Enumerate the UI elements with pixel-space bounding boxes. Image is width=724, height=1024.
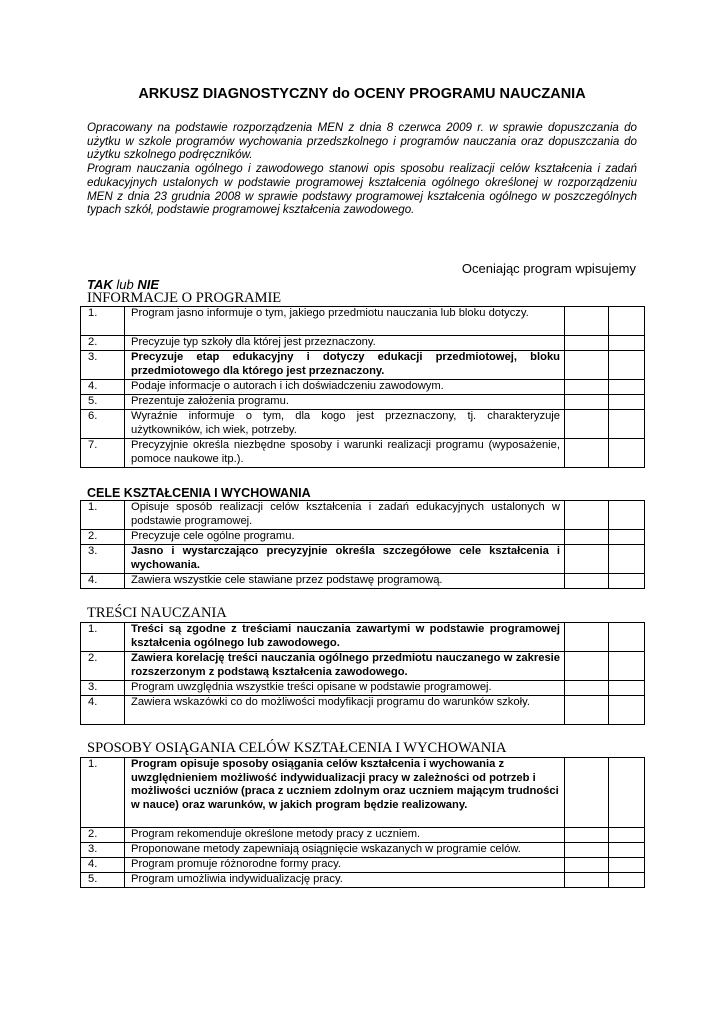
answer-cell-tak[interactable] (565, 351, 609, 380)
answer-cell-nie[interactable] (609, 652, 645, 681)
row-text: Program promuje różnorodne formy pracy. (125, 858, 565, 873)
option-nie: NIE (137, 277, 160, 292)
answer-cell-tak[interactable] (565, 858, 609, 873)
row-text: Precyzuje cele ogólne programu. (125, 530, 565, 545)
table-row (81, 828, 645, 843)
intro-paragraph-1: Opracowany na podstawie rozporządzenia MEN z dnia 8 czerwca 2009 r. w sprawie dopuszczania do użytku w szkole programów wychowania przedszkolnego i programów nauczania oraz dopuszczania do użytku szkolnego podręczników. (87, 121, 637, 162)
row-number: 4. (81, 574, 125, 589)
answer-cell-tak[interactable] (565, 501, 609, 530)
answer-cell-nie[interactable] (609, 530, 645, 545)
row-number: 2. (81, 336, 125, 351)
table-row (81, 545, 645, 574)
answer-cell-tak[interactable] (565, 380, 609, 395)
row-text: Precyzyjnie określa niezbędne sposoby i warunki realizacji programu (wyposażenie, pomoce naukowe itp.). (125, 439, 565, 468)
table-row (81, 439, 645, 468)
table-row (81, 395, 645, 410)
answer-cell-tak[interactable] (565, 828, 609, 843)
row-text: Prezentuje założenia programu. (125, 395, 565, 410)
intro-paragraph-2: Program nauczania ogólnego i zawodowego stanowi opis sposobu realizacji celów kształcenia i zadań edukacyjnych ustalonych w podstawie programowej kształcenia ogólnego określonej w rozporządzeniu MEN z dnia 23 grudnia 2008 w sprawie podstawy programowej kształcenia ogólnego w poszczególnych typach szkół, podstawie programowej kształcenia zawodowego. (87, 162, 637, 217)
row-text: Podaje informacje o autorach i ich doświadczeniu zawodowym. (125, 380, 565, 395)
answer-cell-nie[interactable] (609, 307, 645, 336)
table-row (81, 873, 645, 888)
row-text: Program rekomenduje określone metody pracy z uczniem. (125, 828, 565, 843)
row-number: 7. (81, 439, 125, 468)
row-text: Program uwzględnia wszystkie treści opisane w podstawie programowej. (125, 681, 565, 696)
answer-cell-nie[interactable] (609, 336, 645, 351)
row-text: Treści są zgodne z treściami nauczania zawartymi w podstawie programowej kształcenia ogólnego lub zawodowego. (125, 623, 565, 652)
answer-cell-tak[interactable] (565, 652, 609, 681)
table-tresci (80, 622, 645, 725)
answer-cell-tak[interactable] (565, 623, 609, 652)
row-number: 4. (81, 858, 125, 873)
row-number: 3. (81, 545, 125, 574)
answer-cell-tak[interactable] (565, 758, 609, 828)
row-text: Program jasno informuje o tym, jakiego przedmiotu nauczania lub bloku dotyczy. (125, 307, 565, 336)
answer-cell-tak[interactable] (565, 530, 609, 545)
row-text: Zawiera wskazówki co do możliwości modyfikacji programu do warunków szkoły. (125, 696, 565, 725)
row-text: Zawiera wszystkie cele stawiane przez podstawę programową. (125, 574, 565, 589)
table-row (81, 843, 645, 858)
section-heading-cele: CELE KSZTAŁCENIA I WYCHOWANIA (87, 486, 311, 500)
answer-cell-tak[interactable] (565, 873, 609, 888)
table-row (81, 351, 645, 380)
table-row (81, 858, 645, 873)
row-text: Precyzuje etap edukacyjny i dotyczy edukacji przedmiotowej, bloku przedmiotowego dla którego jest przeznaczony. (125, 351, 565, 380)
answer-cell-nie[interactable] (609, 873, 645, 888)
answer-cell-nie[interactable] (609, 574, 645, 589)
row-number: 1. (81, 623, 125, 652)
answer-cell-nie[interactable] (609, 380, 645, 395)
row-text: Precyzuje typ szkoły dla której jest przeznaczony. (125, 336, 565, 351)
answer-cell-nie[interactable] (609, 501, 645, 530)
document-title: ARKUSZ DIAGNOSTYCZNY do OCENY PROGRAMU NAUCZANIA (138, 86, 586, 102)
row-number: 4. (81, 380, 125, 395)
row-number: 1. (81, 501, 125, 530)
row-number: 1. (81, 307, 125, 336)
answer-cell-nie[interactable] (609, 439, 645, 468)
answer-cell-nie[interactable] (609, 828, 645, 843)
answer-cell-nie[interactable] (609, 681, 645, 696)
answer-cell-nie[interactable] (609, 858, 645, 873)
table-informacje (80, 306, 645, 468)
intro-text (87, 121, 637, 217)
table-row (81, 652, 645, 681)
answer-cell-tak[interactable] (565, 336, 609, 351)
row-number: 1. (81, 758, 125, 828)
row-number: 5. (81, 395, 125, 410)
option-lub: lub (116, 277, 134, 292)
row-text: Program opisuje sposoby osiągania celów kształcenia i wychowania z uwzględnieniem możliwość indywidualizacji pracy w zależności od potrzeb i możliwości uczniów (praca z uczniem zdolnym oraz uczniem mającym trudności w nauce) oraz warunków, w jakich program będzie realizowany. (125, 758, 565, 828)
row-text: Opisuje sposób realizacji celów kształcenia i zadań edukacyjnych ustalonych w podstawie programowej. (125, 501, 565, 530)
answer-cell-tak[interactable] (565, 681, 609, 696)
row-text: Program umożliwia indywidualizację pracy. (125, 873, 565, 888)
option-tak: TAK (87, 277, 113, 292)
row-text: Jasno i wystarczająco precyzyjnie określa szczegółowe cele kształcenia i wychowania. (125, 545, 565, 574)
answer-cell-nie[interactable] (609, 395, 645, 410)
answer-cell-nie[interactable] (609, 545, 645, 574)
row-number: 3. (81, 843, 125, 858)
section-heading-tresci: TREŚCI NAUCZANIA (87, 605, 227, 621)
answer-cell-tak[interactable] (565, 545, 609, 574)
table-row (81, 623, 645, 652)
answer-cell-tak[interactable] (565, 307, 609, 336)
row-number: 5. (81, 873, 125, 888)
row-number: 3. (81, 681, 125, 696)
answer-cell-nie[interactable] (609, 843, 645, 858)
row-text: Wyraźnie informuje o tym, dla kogo jest przeznaczony, tj. charakteryzuje użytkowników, ich wiek, potrzeby. (125, 410, 565, 439)
table-row (81, 307, 645, 336)
instruction-text: Oceniając program wpisujemy (461, 261, 636, 276)
table-row (81, 501, 645, 530)
answer-cell-nie[interactable] (609, 758, 645, 828)
answer-cell-nie[interactable] (609, 696, 645, 725)
table-row (81, 758, 645, 828)
table-row (81, 574, 645, 589)
table-row (81, 530, 645, 545)
answer-cell-tak[interactable] (565, 574, 609, 589)
table-row (81, 696, 645, 725)
table-sposoby (80, 757, 645, 888)
row-number: 2. (81, 652, 125, 681)
row-number: 6. (81, 410, 125, 439)
answer-cell-tak[interactable] (565, 395, 609, 410)
section-heading-sposoby: SPOSOBY OSIĄGANIA CELÓW KSZTAŁCENIA I WYCHOWANIA (87, 740, 507, 756)
row-number: 3. (81, 351, 125, 380)
row-number: 2. (81, 530, 125, 545)
row-text: Zawiera korelację treści nauczania ogólnego przedmiotu nauczanego w zakresie rozszerzonym z podstawą kształcenia zawodowego. (125, 652, 565, 681)
answer-cell-nie[interactable] (609, 351, 645, 380)
table-row (81, 336, 645, 351)
answer-cell-tak[interactable] (565, 696, 609, 725)
table-row (81, 410, 645, 439)
row-text: Proponowane metody zapewniają osiągnięcie wskazanych w programie celów. (125, 843, 565, 858)
table-row (81, 681, 645, 696)
answer-cell-tak[interactable] (565, 843, 609, 858)
answer-cell-nie[interactable] (609, 623, 645, 652)
table-row (81, 380, 645, 395)
answer-cell-tak[interactable] (565, 410, 609, 439)
answer-cell-nie[interactable] (609, 410, 645, 439)
section-heading-informacje: INFORMACJE O PROGRAMIE (87, 290, 282, 306)
row-number: 2. (81, 828, 125, 843)
table-cele (80, 500, 645, 589)
answer-cell-tak[interactable] (565, 439, 609, 468)
row-number: 4. (81, 696, 125, 725)
